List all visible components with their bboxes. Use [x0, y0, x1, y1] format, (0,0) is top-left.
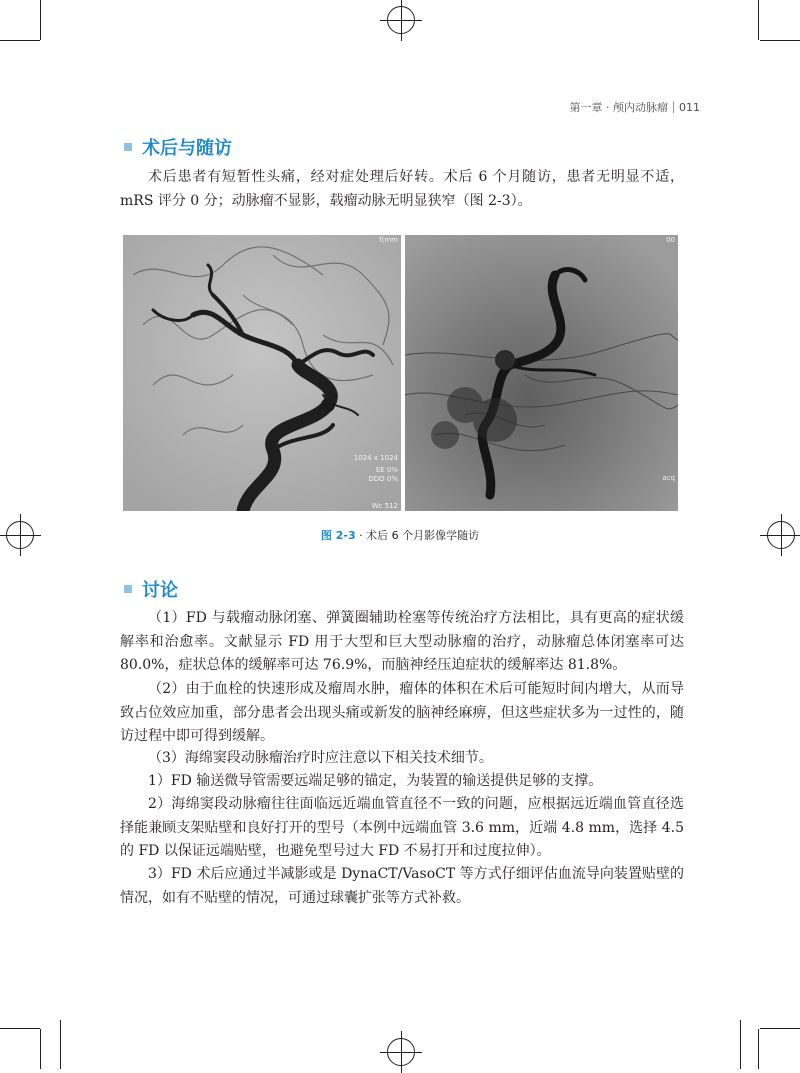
figure-2-3 — [123, 235, 678, 511]
figure-caption-text: 术后 6 个月影像学随访 — [366, 529, 480, 542]
angiogram-left-image — [123, 235, 401, 511]
bullet-square-icon — [124, 585, 132, 593]
discussion-paragraph: 2）海绵窦段动脉瘤往往面临远近端血管直径不一致的问题，应根据远近端血管直径选择能兼顾支架贴壁和良好打开的型号（本例中远端血管 3.6 mm，近端 4.8 mm，选择 4.5 的 FD 以保证远端贴壁，也避免型号过大 FD 不易打开和过度拉伸）。 — [120, 796, 684, 859]
discussion-paragraph: （1）FD 与载瘤动脉闭塞、弹簧圈辅助栓塞等传统治疗方法相比，具有更高的症状缓解率和治愈率。文献显示 FD 用于大型和巨大型动脉瘤的治疗，动脉瘤总体闭塞率可达 80.0%，症状总体的缓解率可达 76.9%，而脑神经压迫症状的缓解率达 81.8%。 — [120, 610, 684, 673]
discussion-paragraph: （2）由于血栓的快速形成及瘤周水肿，瘤体的体积在术后可能短时间内增大，从而导致占位效应加重，部分患者会出现头痛或新发的脑神经麻痹，但这些症状多为一过性的，随访过程中即可得到缓解。 — [120, 681, 684, 744]
crop-mark — [760, 40, 800, 41]
section-heading-followup — [124, 134, 232, 160]
figure-label: 图 2-3 — [320, 529, 356, 542]
crop-mark — [60, 1020, 61, 1069]
registration-mark — [387, 6, 415, 34]
section-heading-discussion — [124, 576, 178, 602]
discussion-paragraph: 3）FD 术后应通过半减影或是 DynaCT/VasoCT 等方式仔细评估血流导向装置贴壁的情况，如有不贴壁的情况，可通过球囊扩张等方式补救。 — [120, 866, 684, 906]
crop-mark — [758, 0, 759, 40]
discussion-paragraph: 1）FD 输送微导管需要远端足够的锚定，为装置的输送提供足够的支撑。 — [148, 773, 603, 789]
chapter-title: 第一章 · 颅内动脉瘤 — [569, 101, 668, 114]
overlay-text: f(mm — [379, 236, 398, 244]
section-title: 讨论 — [142, 580, 178, 601]
overlay-text: 00 — [666, 236, 675, 244]
crop-mark — [760, 1028, 800, 1029]
overlay-text: acq — [662, 474, 675, 482]
crop-mark — [40, 0, 41, 40]
crop-mark — [740, 1020, 741, 1069]
crop-mark — [0, 1028, 40, 1029]
overlay-text: 1024 x 1024 — [353, 454, 398, 462]
crop-mark — [0, 40, 40, 41]
bullet-square-icon — [124, 143, 132, 151]
figure-caption — [0, 527, 800, 543]
section-title: 术后与随访 — [142, 138, 232, 159]
followup-paragraph: 术后患者有短暂性头痛，经对症处理后好转。术后 6 个月随访，患者无明显不适，mRS 评分 0 分；动脉瘤不显影，载瘤动脉无明显狭窄（图 2-3）。 — [120, 169, 684, 209]
discussion-paragraph: （3）海绵窦段动脉瘤治疗时应注意以下相关技术细节。 — [148, 750, 493, 766]
crop-mark — [40, 1029, 41, 1069]
overlay-text: DDO 0% — [368, 475, 398, 483]
caption-separator: · — [355, 529, 367, 542]
registration-mark — [387, 1038, 415, 1066]
overlay-text: EE 0% — [375, 466, 398, 474]
crop-mark — [758, 1029, 759, 1069]
page-number: 011 — [679, 101, 700, 114]
angiogram-right-image — [405, 235, 678, 511]
overlay-text: Wc 512 — [371, 502, 398, 510]
running-head — [570, 99, 701, 115]
